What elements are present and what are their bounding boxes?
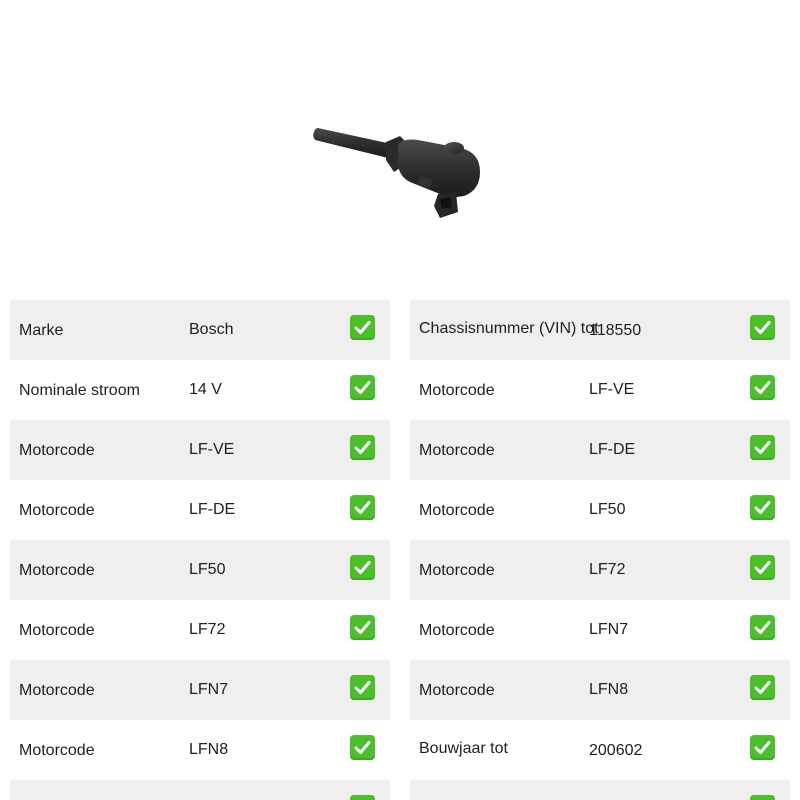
spec-label: Motorcode (19, 622, 95, 639)
spec-label: Motorcode (419, 502, 495, 519)
spec-label: Chassisnummer (VIN) tot (419, 320, 599, 337)
spec-value: LF-DE (189, 501, 236, 518)
check-icon (350, 795, 375, 800)
check-icon (750, 555, 775, 580)
spec-value: LFN7 (589, 621, 629, 638)
check-icon (350, 735, 375, 760)
spec-label: Motorcode (419, 382, 495, 399)
check-icon (350, 375, 375, 400)
spec-table-right (410, 300, 790, 800)
check-icon (350, 315, 375, 340)
spec-label: Motorcode (19, 502, 95, 519)
table-row (10, 660, 390, 720)
check-icon (750, 735, 775, 760)
spec-value: LFN8 (189, 741, 229, 758)
check-icon (350, 675, 375, 700)
spec-value: LFN8 (589, 681, 629, 698)
check-icon (750, 375, 775, 400)
check-icon (750, 495, 775, 520)
spec-value: LF-VE (589, 381, 635, 398)
check-icon (350, 615, 375, 640)
table-row (10, 540, 390, 600)
table-row (10, 600, 390, 660)
spec-label: Motorcode (419, 442, 495, 459)
table-row (10, 300, 390, 360)
spec-label: Motorcode (419, 622, 495, 639)
check-icon (750, 615, 775, 640)
table-row (10, 720, 390, 780)
spec-label: Motorcode (419, 562, 495, 579)
table-row (410, 300, 790, 360)
spec-value: LF50 (189, 561, 226, 578)
spec-value: 200602 (589, 742, 643, 759)
spec-value: LFN7 (189, 681, 229, 698)
spec-label: Motorcode (19, 682, 95, 699)
table-row (10, 780, 390, 800)
ignition-coil-image (300, 110, 500, 240)
spec-value: LF72 (189, 621, 226, 638)
table-row (10, 480, 390, 540)
table-row (10, 360, 390, 420)
table-row (410, 600, 790, 660)
check-icon (750, 795, 775, 800)
spec-value: LF72 (589, 561, 626, 578)
table-row (410, 360, 790, 420)
spec-label: Motorcode (19, 742, 95, 759)
table-row (410, 540, 790, 600)
spec-label: Motorcode (19, 562, 95, 579)
table-row (410, 420, 790, 480)
spec-value: Bosch (189, 321, 234, 338)
spec-label: Marke (19, 322, 64, 339)
table-row (410, 480, 790, 540)
spec-value: 14 V (189, 381, 222, 398)
spec-label: Bouwjaar tot (419, 740, 508, 757)
spec-label: Motorcode (419, 682, 495, 699)
table-row (410, 720, 790, 780)
check-icon (350, 495, 375, 520)
check-icon (350, 435, 375, 460)
check-icon (750, 435, 775, 460)
check-icon (750, 675, 775, 700)
spec-value: LF50 (589, 501, 626, 518)
table-row (410, 660, 790, 720)
spec-value: LF-VE (189, 441, 235, 458)
table-row (410, 780, 790, 800)
table-row (10, 420, 390, 480)
spec-table-left (10, 300, 390, 800)
spec-label: Motorcode (19, 442, 95, 459)
check-icon (750, 315, 775, 340)
spec-value: LF-DE (589, 441, 636, 458)
check-icon (350, 555, 375, 580)
spec-label: Nominale stroom (19, 382, 140, 399)
spec-value: 118550 (589, 322, 642, 339)
